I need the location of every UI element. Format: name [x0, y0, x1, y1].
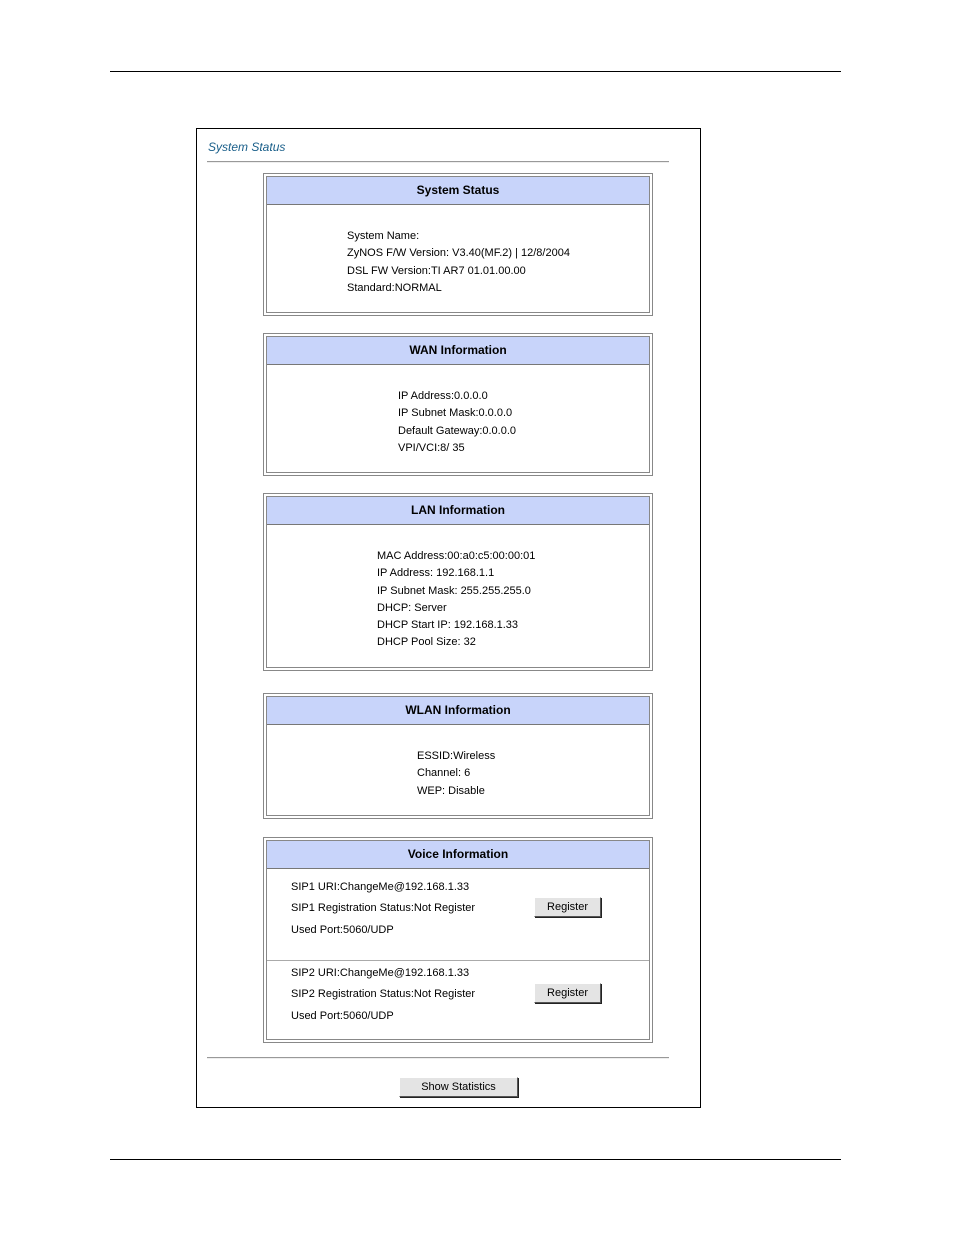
lan-dhcp-pool-size: DHCP Pool Size: 32 — [377, 636, 476, 649]
show-statistics-button[interactable]: Show Statistics — [399, 1077, 518, 1097]
wan-information-header: WAN Information — [267, 337, 649, 365]
footer-divider — [207, 1057, 669, 1059]
lan-information-panel — [263, 493, 653, 671]
dsl-fw-version: DSL FW Version:TI AR7 01.01.00.00 — [347, 264, 526, 277]
lan-mac-address: MAC Address:00:a0:c5:00:00:01 — [377, 550, 536, 562]
system-status-header: System Status — [267, 177, 649, 205]
zynos-fw-version: ZyNOS F/W Version: V3.40(MF.2) | 12/8/2004 — [347, 247, 570, 260]
title-divider — [207, 161, 669, 163]
sip1-registration-status: SIP1 Registration Status:Not Register — [291, 902, 476, 914]
sip2-registration-status: SIP2 Registration Status:Not Register — [291, 988, 476, 1000]
lan-dhcp-mode: DHCP: Server — [377, 601, 447, 614]
page-title: System Status — [208, 140, 286, 154]
lan-ip-address: IP Address: 192.168.1.1 — [377, 567, 495, 580]
sip1-used-port: Used Port:5060/UDP — [291, 924, 394, 936]
voice-information-header: Voice Information — [267, 841, 649, 869]
sip2-uri: SIP2 URI:ChangeMe@192.168.1.33 — [291, 967, 470, 979]
wan-information-panel — [263, 333, 653, 476]
sip2-register-button[interactable]: Register — [534, 983, 601, 1003]
wan-subnet-mask: IP Subnet Mask:0.0.0.0 — [398, 407, 513, 420]
wlan-information-header: WLAN Information — [267, 697, 649, 725]
wan-default-gateway: Default Gateway:0.0.0.0 — [398, 424, 517, 437]
voice-information-panel — [263, 837, 653, 1043]
sip1-section — [267, 873, 649, 961]
page-bottom-rule — [110, 1159, 841, 1160]
wlan-channel: Channel: 6 — [417, 767, 471, 780]
wlan-information-panel — [263, 693, 653, 819]
page-top-rule — [110, 71, 841, 72]
sip2-used-port: Used Port:5060/UDP — [291, 1010, 394, 1022]
sip1-uri: SIP1 URI:ChangeMe@192.168.1.33 — [291, 881, 470, 893]
system-status-window — [196, 128, 701, 1108]
sip1-register-button[interactable]: Register — [534, 897, 601, 917]
wlan-essid: ESSID:Wireless — [417, 750, 496, 762]
lan-dhcp-start-ip: DHCP Start IP: 192.168.1.33 — [377, 619, 519, 632]
lan-subnet-mask: IP Subnet Mask: 255.255.255.0 — [377, 584, 531, 597]
wan-vpi-vci: VPI/VCI:8/ 35 — [398, 441, 465, 454]
system-name: System Name: — [347, 230, 420, 242]
wlan-wep: WEP: Disable — [417, 784, 485, 797]
sip2-section — [267, 961, 649, 1045]
lan-information-header: LAN Information — [267, 497, 649, 525]
standard: Standard:NORMAL — [347, 281, 442, 294]
wan-ip-address: IP Address:0.0.0.0 — [398, 390, 488, 402]
system-status-panel — [263, 173, 653, 316]
